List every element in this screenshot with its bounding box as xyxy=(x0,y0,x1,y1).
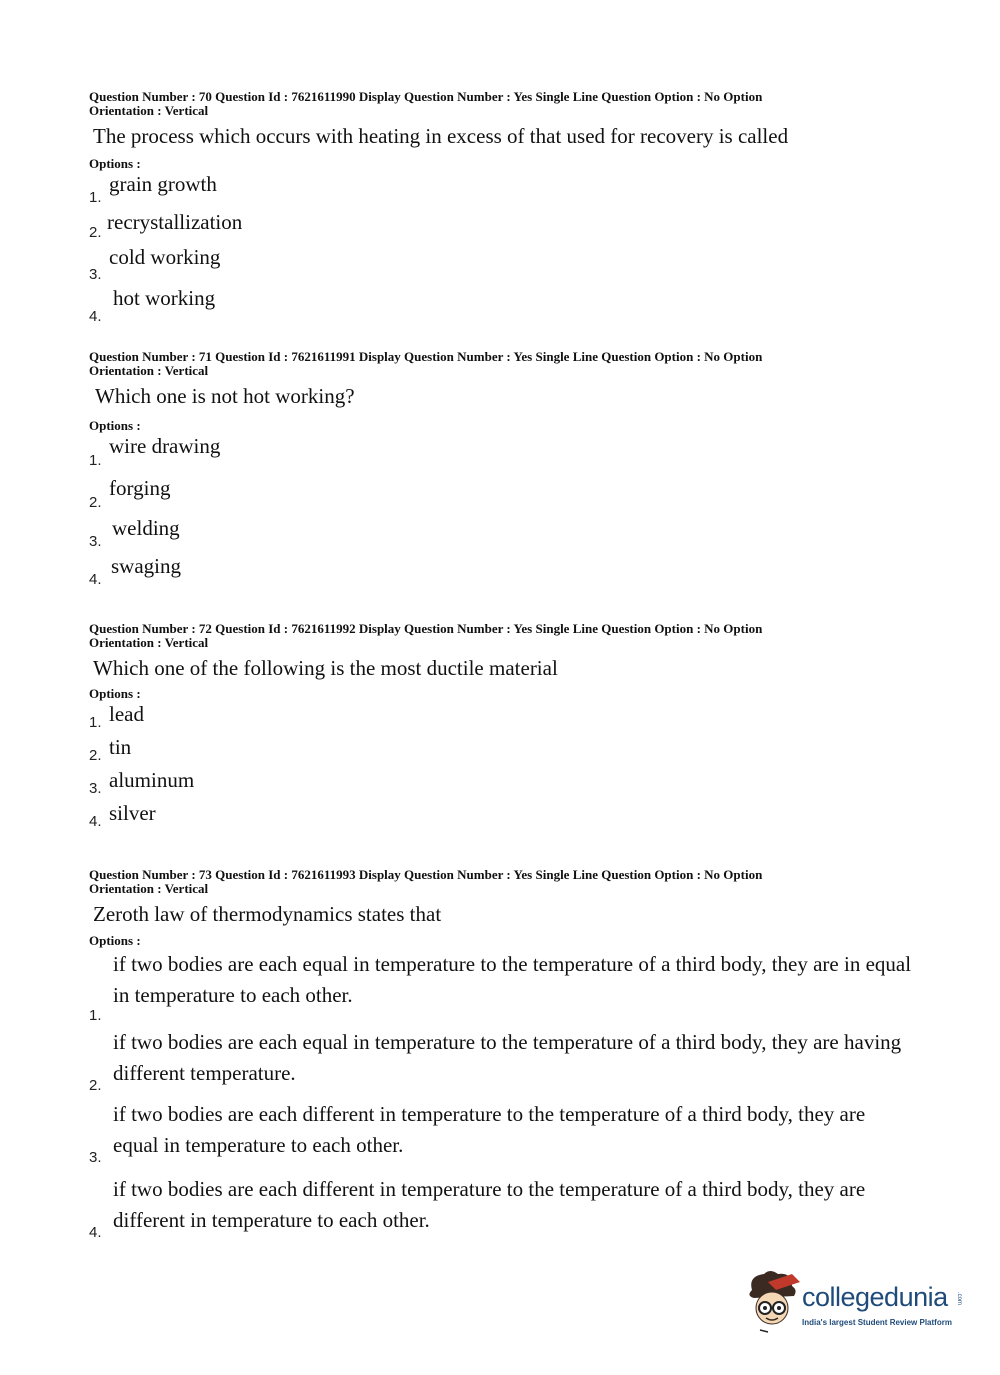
option-number: 1. xyxy=(89,1007,102,1024)
logo-wordmark: collegedunia xyxy=(802,1282,948,1312)
option-3[interactable] xyxy=(89,516,889,554)
question-70 xyxy=(89,90,889,324)
option-1[interactable] xyxy=(89,702,889,735)
question-meta-orientation: Orientation : Vertical xyxy=(89,881,209,896)
question-text: The process which occurs with heating in excess of that used for recovery is called xyxy=(93,124,789,148)
option-text: cold working xyxy=(109,245,221,269)
option-text: lead xyxy=(109,702,144,726)
option-text: if two bodies are each equal in temperature to the temperature of a third body, they are having different temperature. xyxy=(113,1030,902,1085)
question-72 xyxy=(89,622,889,834)
option-3[interactable] xyxy=(89,1099,889,1174)
option-1[interactable] xyxy=(89,172,889,210)
option-1[interactable] xyxy=(89,949,912,1027)
option-text: swaging xyxy=(111,554,181,578)
option-number: 2. xyxy=(89,747,102,764)
option-text: wire drawing xyxy=(109,434,221,458)
option-number: 2. xyxy=(89,224,102,241)
option-number: 4. xyxy=(89,1224,102,1241)
option-1[interactable] xyxy=(89,434,889,476)
option-number: 1. xyxy=(89,714,102,731)
option-number: 3. xyxy=(89,533,102,550)
logo-suffix: .com xyxy=(956,1292,962,1306)
option-4[interactable] xyxy=(89,801,889,834)
option-text: if two bodies are each equal in temperature to the temperature of a third body, they are in equal in temperature to each other. xyxy=(113,952,912,1007)
option-text: recrystallization xyxy=(107,210,243,234)
question-text: Which one is not hot working? xyxy=(95,384,355,408)
option-number: 4. xyxy=(89,308,102,325)
option-2[interactable] xyxy=(89,735,889,768)
option-number: 4. xyxy=(89,571,102,588)
option-number: 2. xyxy=(89,1077,102,1094)
option-4[interactable] xyxy=(89,1174,889,1246)
option-2[interactable] xyxy=(89,476,889,516)
option-text: welding xyxy=(112,516,180,540)
option-number: 1. xyxy=(89,189,102,206)
option-number: 4. xyxy=(89,813,102,830)
option-4[interactable] xyxy=(89,286,889,324)
option-4[interactable] xyxy=(89,554,889,592)
option-number: 1. xyxy=(89,452,102,469)
option-2[interactable] xyxy=(89,210,889,248)
options-label: Options : xyxy=(89,686,141,701)
option-text: tin xyxy=(109,735,132,759)
option-number: 3. xyxy=(89,266,102,283)
option-text: silver xyxy=(109,801,156,825)
option-text: grain growth xyxy=(109,172,217,196)
options-label: Options : xyxy=(89,156,141,171)
option-2[interactable] xyxy=(89,1027,902,1099)
option-text: if two bodies are each different in temperature to the temperature of a third body, they are equal in temperature to each other. xyxy=(113,1102,866,1157)
option-text: hot working xyxy=(113,286,216,310)
collegedunia-logo xyxy=(742,1268,972,1340)
options-label: Options : xyxy=(89,933,141,948)
option-number: 3. xyxy=(89,780,102,797)
option-number: 3. xyxy=(89,1149,102,1166)
question-meta: Question Number : 73 Question Id : 7621611993 Display Question Number : Yes Single Line Question Option : No Option xyxy=(89,867,763,882)
mascot-icon xyxy=(742,1268,802,1338)
question-meta: Question Number : 70 Question Id : 7621611990 Display Question Number : Yes Single Line Question Option : No Option xyxy=(89,89,763,104)
option-number: 2. xyxy=(89,494,102,511)
question-meta-orientation: Orientation : Vertical xyxy=(89,635,209,650)
question-71 xyxy=(89,350,889,592)
question-meta: Question Number : 72 Question Id : 7621611992 Display Question Number : Yes Single Line Question Option : No Option xyxy=(89,621,763,636)
question-text: Which one of the following is the most ductile material xyxy=(93,656,558,680)
option-3[interactable] xyxy=(89,245,889,286)
options-label: Options : xyxy=(89,418,141,433)
option-text: if two bodies are each different in temperature to the temperature of a third body, they are different in temperature to each other. xyxy=(113,1177,866,1232)
question-text: Zeroth law of thermodynamics states that xyxy=(93,902,442,926)
question-meta-orientation: Orientation : Vertical xyxy=(89,103,209,118)
option-text: forging xyxy=(109,476,171,500)
logo-tagline: India's largest Student Review Platform xyxy=(802,1318,952,1327)
question-meta: Question Number : 71 Question Id : 7621611991 Display Question Number : Yes Single Line Question Option : No Option xyxy=(89,349,763,364)
question-meta-orientation: Orientation : Vertical xyxy=(89,363,209,378)
option-3[interactable] xyxy=(89,768,889,801)
option-text: aluminum xyxy=(109,768,195,792)
question-73 xyxy=(89,867,912,1246)
